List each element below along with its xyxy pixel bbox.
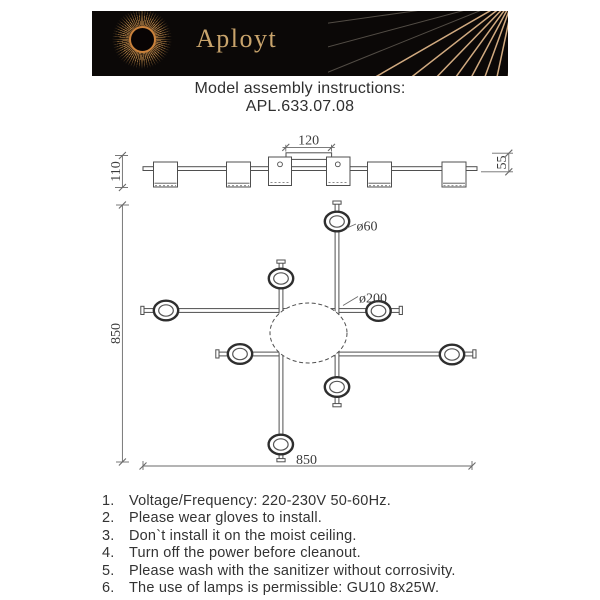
dim-plan-width: 850 (296, 452, 317, 468)
item-number: 3. (102, 527, 115, 544)
item-text: Don`t install it on the moist ceiling. (129, 527, 357, 544)
item-number: 6. (102, 580, 115, 597)
item-number: 1. (102, 493, 115, 509)
dim-canopy-width: 120 (298, 133, 320, 149)
label-lamp-diameter: ø60 (356, 219, 378, 235)
list-item (0, 580, 600, 597)
item-text: Voltage/Frequency: 220-230V 50-60Hz. (129, 493, 391, 509)
brand-name: Aployt (196, 24, 278, 53)
label-canopy-diameter: ø200 (359, 291, 387, 307)
list-item (0, 493, 600, 510)
item-number: 5. (102, 562, 115, 579)
dim-plan-height: 850 (109, 323, 124, 344)
instructions-list (0, 493, 600, 597)
model-number: APL.633.07.08 (245, 98, 355, 115)
item-text: Turn off the power before cleanout. (129, 545, 361, 562)
list-item (0, 545, 600, 562)
item-text: The use of lamps is permissible: GU10 8x25W. (129, 580, 440, 597)
list-item (0, 528, 600, 545)
list-item (0, 510, 600, 527)
dim-height-right: 55 (495, 155, 510, 170)
item-number: 4. (102, 545, 115, 562)
item-number: 2. (102, 510, 115, 527)
page-title: Model assembly instructions: (194, 80, 406, 97)
item-text: Please wear gloves to install. (129, 510, 322, 527)
plan-view (141, 201, 476, 462)
side-view (143, 153, 477, 187)
list-item (0, 563, 600, 580)
item-text: Please wash with the sanitizer without corrosivity. (129, 562, 456, 579)
canopy-circle (270, 303, 347, 363)
dim-height-left: 110 (109, 161, 124, 182)
